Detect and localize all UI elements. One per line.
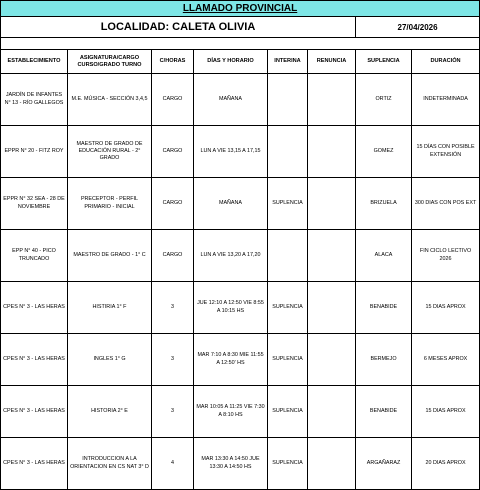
cell-horas[interactable]: 4 — [152, 438, 194, 490]
cell-asignatura[interactable]: HISTIRIA 1° F — [68, 282, 152, 334]
cell-duracion[interactable]: 15 DÍAS CON POSIBLE EXTENSIÓN — [412, 126, 480, 178]
cell-suplencia[interactable]: BRIZUELA — [356, 178, 412, 230]
cell-horas[interactable]: CARGO — [152, 230, 194, 282]
cell-renuncia[interactable] — [308, 126, 356, 178]
header-dias-horario: DÍAS Y HORARIO — [194, 50, 268, 74]
cell-duracion[interactable]: INDETERMINADA — [412, 74, 480, 126]
header-establecimiento: ESTABLECIMIENTO — [1, 50, 68, 74]
cell-horas[interactable]: CARGO — [152, 178, 194, 230]
cell-dias-horario[interactable]: LUN A VIE 13,20 A 17,20 — [194, 230, 268, 282]
document-title: LLAMADO PROVINCIAL — [1, 1, 480, 17]
cell-duracion[interactable]: 15 DIAS APROX — [412, 282, 480, 334]
cell-interina[interactable] — [268, 230, 308, 282]
cell-asignatura[interactable]: HISTORIA 2° E — [68, 386, 152, 438]
cell-interina[interactable]: SUPLENCIA — [268, 282, 308, 334]
cell-asignatura[interactable]: INGLES 1° G — [68, 334, 152, 386]
cell-asignatura[interactable]: PRECEPTOR - PERFIL PRIMARIO - INICIAL — [68, 178, 152, 230]
cell-renuncia[interactable] — [308, 334, 356, 386]
table-row — [1, 74, 480, 126]
cell-duracion[interactable]: 15 DIAS APROX — [412, 386, 480, 438]
cell-renuncia[interactable] — [308, 386, 356, 438]
cell-dias-horario[interactable]: MAR 7:10 A 8:30 MIE 11:55 A 12:50' HS — [194, 334, 268, 386]
cell-establecimiento[interactable]: CPES N° 3 - LAS HERAS — [1, 386, 68, 438]
cell-renuncia[interactable] — [308, 178, 356, 230]
cell-renuncia[interactable] — [308, 438, 356, 490]
header-asignatura: ASIGNATURA/CARGO CURSO/GRADO TURNO — [68, 50, 152, 74]
cell-duracion[interactable]: 20 DIAS APROX — [412, 438, 480, 490]
header-suplencia: SUPLENCIA — [356, 50, 412, 74]
cell-duracion[interactable]: 6 MESES APROX — [412, 334, 480, 386]
cell-suplencia[interactable]: GOMEZ — [356, 126, 412, 178]
cell-dias-horario[interactable]: LUN A VIE 13,15 A 17,15 — [194, 126, 268, 178]
cell-establecimiento[interactable]: EPPR N° 20 - FITZ ROY — [1, 126, 68, 178]
table-body — [1, 74, 480, 490]
cell-horas[interactable]: CARGO — [152, 126, 194, 178]
cell-establecimiento[interactable]: EPPR N° 32 SEA - 28 DE NOVIEMBRE — [1, 178, 68, 230]
cell-suplencia[interactable]: ORTIZ — [356, 74, 412, 126]
localidad-label: LOCALIDAD: CALETA OLIVIA — [1, 17, 356, 38]
cell-asignatura[interactable]: INTRODUCCION A LA ORIENTACION EN CS NAT 3° D — [68, 438, 152, 490]
table-row — [1, 178, 480, 230]
cell-asignatura[interactable]: MAESTRO DE GRADO - 1° C — [68, 230, 152, 282]
cell-asignatura[interactable]: MAESTRO DE GRADO DE EDUCACIÓN RURAL - 2° GRADO — [68, 126, 152, 178]
cell-renuncia[interactable] — [308, 74, 356, 126]
header-horas: C/HORAS — [152, 50, 194, 74]
cell-interina[interactable]: SUPLENCIA — [268, 334, 308, 386]
cell-renuncia[interactable] — [308, 282, 356, 334]
header-interina: INTERINA — [268, 50, 308, 74]
cell-suplencia[interactable]: ARGAÑARAZ — [356, 438, 412, 490]
localidad-row — [1, 17, 480, 38]
cell-dias-horario[interactable]: JUE 12:10 A 12:50 VIE 8:55 A 10:15 HS — [194, 282, 268, 334]
cell-establecimiento[interactable]: EPP N° 40 - PICO TRUNCADO — [1, 230, 68, 282]
spacer-cell — [1, 38, 480, 50]
cell-dias-horario[interactable]: MAÑANA — [194, 178, 268, 230]
table-row — [1, 334, 480, 386]
table-row — [1, 386, 480, 438]
cell-suplencia[interactable]: BENABIDE — [356, 282, 412, 334]
cell-establecimiento[interactable]: JARDÍN DE INFANTES N° 13 - RÍO GALLEGOS — [1, 74, 68, 126]
cell-interina[interactable]: SUPLENCIA — [268, 438, 308, 490]
cell-dias-horario[interactable]: MAÑANA — [194, 74, 268, 126]
cell-suplencia[interactable]: BERMEJO — [356, 334, 412, 386]
date-label: 27/04/2026 — [356, 17, 480, 38]
cell-interina[interactable] — [268, 126, 308, 178]
cell-suplencia[interactable]: BENABIDE — [356, 386, 412, 438]
cell-asignatura[interactable]: M.E. MÚSICA - SECCIÓN 3,4,5 — [68, 74, 152, 126]
cell-establecimiento[interactable]: CPES N° 3 - LAS HERAS — [1, 438, 68, 490]
table-row — [1, 230, 480, 282]
cell-duracion[interactable]: 300 DIAS CON POS EXT — [412, 178, 480, 230]
header-duracion: DURACIÓN — [412, 50, 480, 74]
table-row — [1, 126, 480, 178]
cell-interina[interactable] — [268, 74, 308, 126]
cell-establecimiento[interactable]: CPES N° 3 - LAS HERAS — [1, 282, 68, 334]
cell-dias-horario[interactable]: MAR 10:05 A 11:25 VIE 7:30 A 8:10 HS — [194, 386, 268, 438]
table-row — [1, 282, 480, 334]
cell-interina[interactable]: SUPLENCIA — [268, 178, 308, 230]
cell-horas[interactable]: 3 — [152, 282, 194, 334]
cell-renuncia[interactable] — [308, 230, 356, 282]
spacer-row — [1, 38, 480, 50]
header-renuncia: RENUNCIA — [308, 50, 356, 74]
cell-dias-horario[interactable]: MAR 13:30 A 14:50 JUE 13:30 A 14:50 HS — [194, 438, 268, 490]
cell-horas[interactable]: CARGO — [152, 74, 194, 126]
cell-horas[interactable]: 3 — [152, 386, 194, 438]
table-row — [1, 438, 480, 490]
cell-duracion[interactable]: FIN CICLO LECTIVO 2026 — [412, 230, 480, 282]
title-row — [1, 1, 480, 17]
column-header-row — [1, 50, 480, 74]
cell-interina[interactable]: SUPLENCIA — [268, 386, 308, 438]
cell-suplencia[interactable]: ALACA — [356, 230, 412, 282]
cell-horas[interactable]: 3 — [152, 334, 194, 386]
cell-establecimiento[interactable]: CPES N° 3 - LAS HERAS — [1, 334, 68, 386]
